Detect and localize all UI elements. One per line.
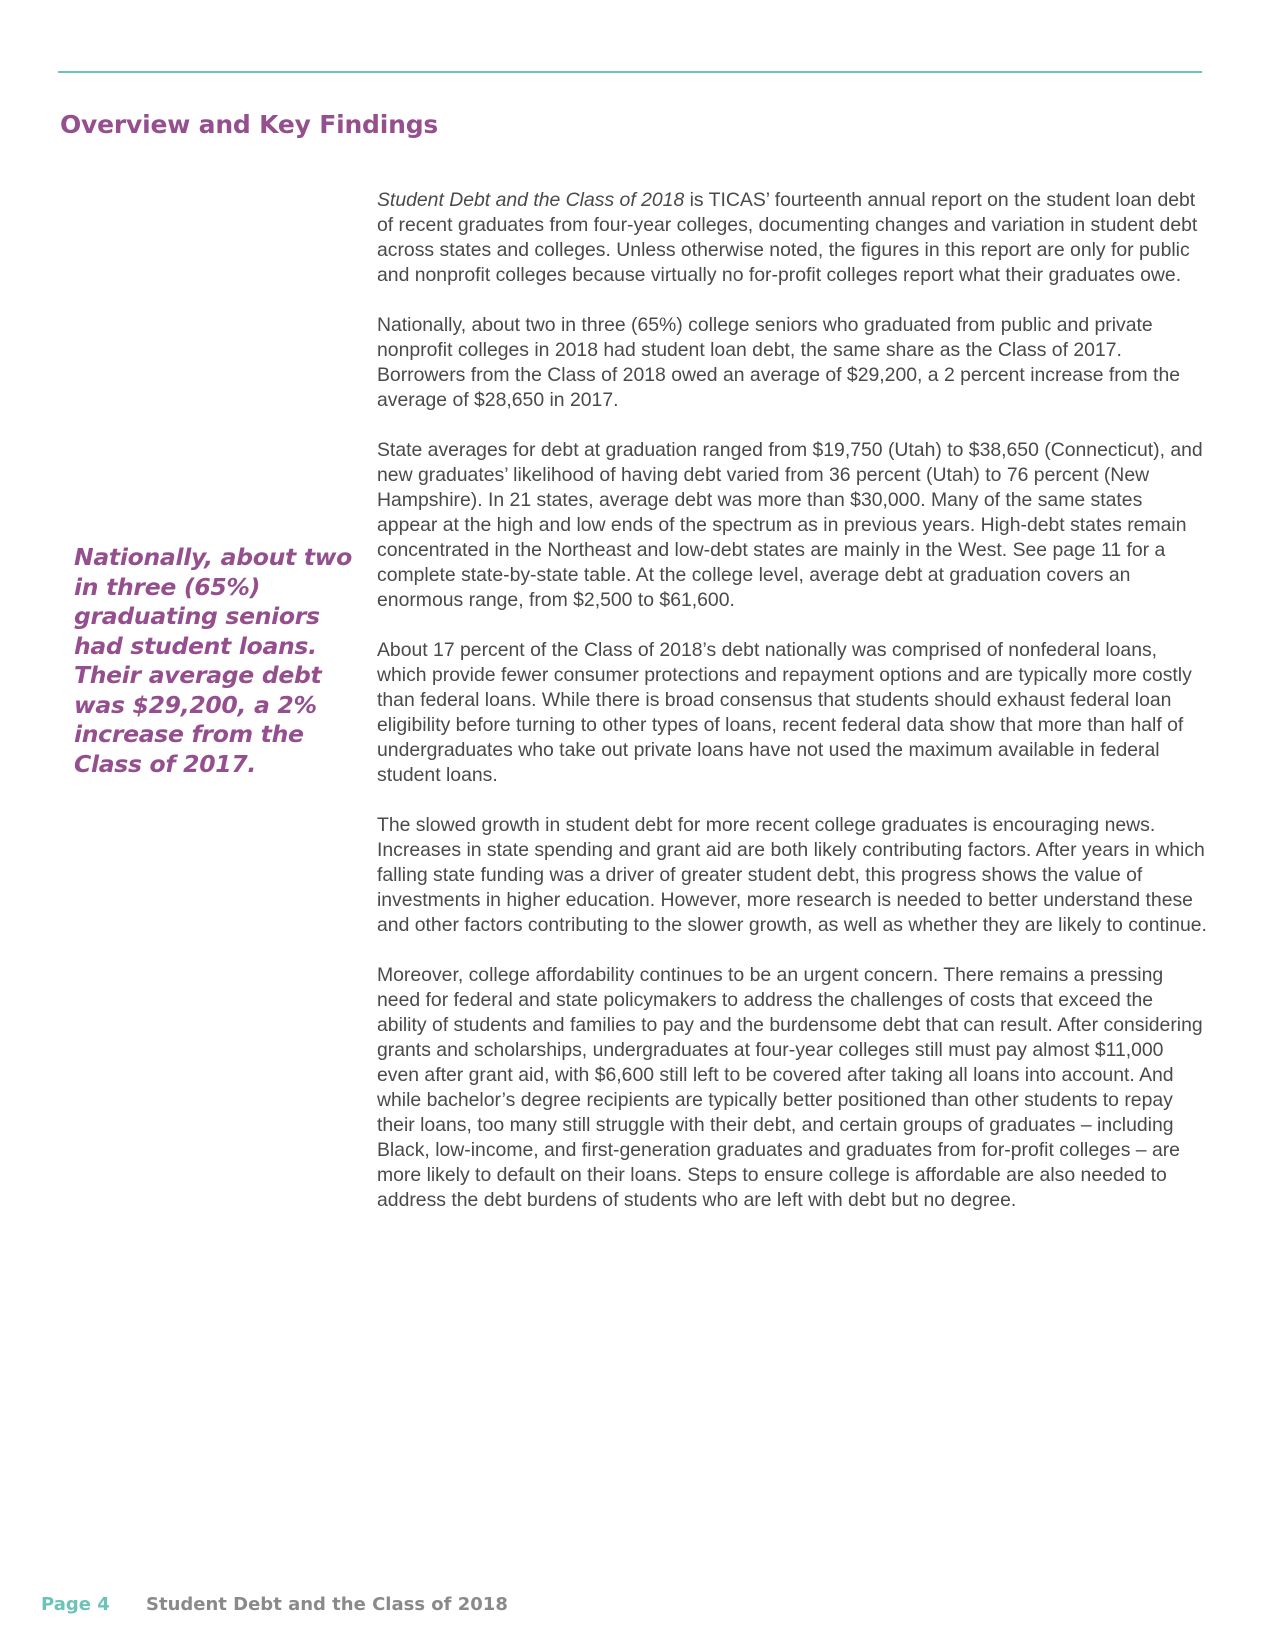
paragraph-nonfederal-loans: About 17 percent of the Class of 2018’s debt nationally was comprised of nonfederal loans, which provide fewer consumer protections and repayment options and are typically more costly than federal loans. While there is broad consensus that students should exhaust federal loan eligibility before turning to other types of loans, recent federal data show that more than half of undergraduates who take out private loans have not used the maximum available in federal student loans. bbox=[377, 639, 1192, 786]
header-rule bbox=[58, 71, 1202, 73]
paragraph-state-averages: State averages for debt at graduation ranged from $19,750 (Utah) to $38,650 (Connecticut), and new graduates’ likelihood of having debt varied from 36 percent (Utah) to 76 percent (New Hampshire). In 21 states, average debt was more than $30,000. Many of the same states appear at the high and low ends of the spectrum as in previous years. High-debt states remain concentrated in the Northeast and low-debt states are mainly in the West. See page 11 for a complete state-by-state table. At the college level, average debt at graduation covers an enormous range, from $2,500 to $61,600. bbox=[377, 439, 1203, 611]
pull-quote: Nationally, about two in three (65%) graduating seniors had student loans. Their average debt was $29,200, a 2% increase from the Class of 2017. bbox=[74, 543, 353, 778]
paragraph-intro bbox=[377, 188, 1207, 288]
paragraph-national-share: Nationally, about two in three (65%) college seniors who graduated from public and private nonprofit colleges in 2018 had student loan debt, the same share as the Class of 2017. Borrowers from the Class of 2018 owed an average of $29,200, a 2 percent increase from the average of $28,650 in 2017. bbox=[377, 314, 1181, 411]
section-heading: Overview and Key Findings bbox=[60, 110, 439, 139]
paragraph-slowed-growth: The slowed growth in student debt for more recent college graduates is encouraging news. Increases in state spending and grant aid are both likely contributing factors. After years in which falling state funding was a driver of greater student debt, this progress shows the value of investments in higher education. However, more research is needed to better understand these and other factors contributing to the slower growth, as well as whether they are likely to continue. bbox=[377, 814, 1207, 936]
paragraph-text: is TICAS’ fourteenth annual report on the student loan debt of recent graduates from four-year colleges, documenting changes and variation in student debt across states and colleges. Unless otherwise noted, the figures in this report are only for public and nonprofit colleges because virtually no for-profit colleges report what their graduates owe. bbox=[377, 189, 1198, 286]
report-title-italic: Student Debt and the Class of 2018 bbox=[377, 189, 685, 211]
page-number: Page 4 bbox=[41, 1594, 110, 1615]
page-footer bbox=[0, 1594, 1275, 1624]
body-text bbox=[377, 188, 1207, 1238]
running-title: Student Debt and the Class of 2018 bbox=[146, 1594, 508, 1615]
paragraph-affordability: Moreover, college affordability continues to be an urgent concern. There remains a pressing need for federal and state policymakers to address the challenges of costs that exceed the ability of students and families to pay and the burdensome debt that can result. After considering grants and scholarships, undergraduates at four-year colleges still must pay almost $11,000 even after grant aid, with $6,600 still left to be covered after taking all loans into account. And while bachelor’s degree recipients are typically better positioned than other students to repay their loans, too many still struggle with their debt, and certain groups of graduates – including Black, low-income, and first-generation graduates and graduates from for-profit colleges – are more likely to default on their loans. Steps to ensure college is affordable are also needed to address the debt burdens of students who are left with debt but no degree. bbox=[377, 964, 1203, 1211]
